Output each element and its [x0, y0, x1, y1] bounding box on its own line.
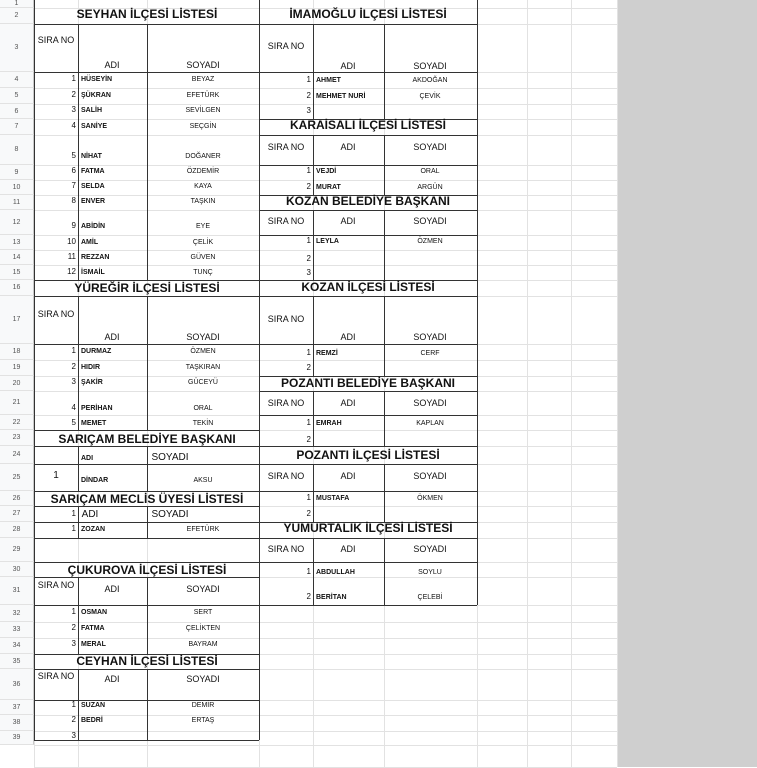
row-header[interactable]: 7: [0, 119, 34, 135]
row-no[interactable]: 5: [71, 418, 76, 427]
row-adi[interactable]: NİHAT: [81, 153, 102, 160]
row-no[interactable]: 2: [306, 91, 311, 100]
row-adi[interactable]: ABDULLAH: [316, 569, 355, 576]
row-adi[interactable]: HÜSEYİN: [81, 76, 113, 83]
section-title: YÜREĞİR İLÇESİ LİSTESİ: [74, 281, 220, 295]
header-adi: ADI: [104, 674, 120, 684]
row-no[interactable]: 1: [53, 470, 59, 481]
row-soyadi[interactable]: GÜVEN: [190, 254, 216, 261]
row-soyadi[interactable]: ERTAŞ: [191, 717, 215, 724]
row-soyadi[interactable]: GÜCEYÜ: [188, 379, 218, 386]
row-soyadi[interactable]: ORAL: [193, 405, 213, 412]
row-soyadi[interactable]: TEKİN: [192, 420, 214, 427]
header-soyadi: SOYADI: [186, 584, 220, 594]
row-no[interactable]: 1: [306, 236, 311, 245]
header-adi: ADI: [104, 584, 120, 594]
header-soyadi: SOYADI: [413, 216, 447, 226]
row-header[interactable]: 17: [0, 296, 34, 344]
header-sira-no: SIRA NO: [267, 216, 305, 226]
row-no[interactable]: 4: [71, 121, 76, 130]
row-adi[interactable]: SANİYE: [81, 123, 108, 130]
row-soyadi[interactable]: ÖKMEN: [417, 495, 443, 502]
row-soyadi[interactable]: DOĞANER: [185, 153, 221, 160]
row-soyadi[interactable]: ÇEVİK: [419, 93, 441, 100]
row-adi[interactable]: DURMAZ: [81, 348, 112, 355]
row-soyadi[interactable]: AKSU: [193, 477, 213, 484]
header-adi: ADI: [340, 216, 356, 226]
header-soyadi: SOYADI: [413, 544, 447, 554]
row-adi[interactable]: SELDA: [81, 183, 105, 190]
section-title: YUMURTALIK İLÇESİ LİSTESİ: [283, 521, 453, 535]
row-adi[interactable]: ENVER: [81, 198, 106, 205]
row-header[interactable]: 32: [0, 605, 34, 622]
header-sira-no: SIRA NO: [37, 580, 75, 590]
sheet-empty-area: [617, 0, 757, 767]
header-adi: ADI: [340, 142, 356, 152]
row-no[interactable]: 1: [306, 493, 311, 502]
row-adi[interactable]: MEMET: [81, 420, 107, 427]
row-header[interactable]: 3: [0, 24, 34, 72]
row-no[interactable]: 1: [306, 348, 311, 357]
row-no[interactable]: 3: [71, 639, 76, 648]
section-title: SARIÇAM MECLİS ÜYESİ LİSTESİ: [50, 492, 244, 506]
row-header[interactable]: 37: [0, 700, 34, 715]
row-soyadi[interactable]: EFETÜRK: [186, 526, 220, 533]
row-header[interactable]: 24: [0, 446, 34, 464]
row-no[interactable]: 3: [71, 377, 76, 386]
row-adi[interactable]: MUSTAFA: [316, 495, 350, 502]
header-sira-no: SIRA NO: [267, 142, 305, 152]
row-header[interactable]: 35: [0, 654, 34, 669]
row-no[interactable]: 8: [71, 196, 76, 205]
row-no[interactable]: 1: [71, 700, 76, 709]
row-no[interactable]: 3: [306, 106, 311, 115]
row-no[interactable]: 2: [71, 623, 76, 632]
row-no[interactable]: 3: [71, 105, 76, 114]
row-no[interactable]: 9: [71, 221, 76, 230]
header-no: 1: [71, 509, 76, 518]
header-adi: ADI: [340, 471, 356, 481]
row-no[interactable]: 1: [71, 524, 76, 533]
row-no[interactable]: 2: [71, 90, 76, 99]
row-soyadi[interactable]: BAYRAM: [188, 641, 218, 648]
row-adi[interactable]: EMRAH: [316, 420, 342, 427]
row-soyadi[interactable]: BEYAZ: [191, 76, 215, 83]
row-no[interactable]: 1: [306, 75, 311, 84]
row-no[interactable]: 5: [71, 151, 76, 160]
row-no[interactable]: 1: [71, 346, 76, 355]
row-header[interactable]: 33: [0, 622, 34, 638]
section-title: POZANTI İLÇESİ LİSTESİ: [296, 448, 440, 462]
row-header[interactable]: 22: [0, 415, 34, 430]
header-soyadi: SOYADI: [413, 332, 447, 342]
header-adi: ADI: [81, 509, 99, 520]
row-soyadi[interactable]: KAYA: [194, 183, 212, 190]
row-no[interactable]: 1: [306, 166, 311, 175]
header-sira-no: SIRA NO: [267, 41, 305, 51]
row-no[interactable]: 6: [71, 166, 76, 175]
row-header[interactable]: 23: [0, 430, 34, 446]
row-soyadi[interactable]: TUNÇ: [193, 269, 213, 276]
row-adi[interactable]: REMZİ: [316, 350, 338, 357]
row-adi[interactable]: ŞAKİR: [81, 379, 103, 386]
row-header[interactable]: 5: [0, 88, 34, 104]
row-header[interactable]: 16: [0, 280, 34, 296]
section-title: CEYHAN İLÇESİ LİSTESİ: [76, 654, 218, 668]
row-header[interactable]: 21: [0, 391, 34, 415]
row-header[interactable]: 34: [0, 638, 34, 654]
row-adi[interactable]: BERİTAN: [316, 594, 347, 601]
row-header[interactable]: 14: [0, 250, 34, 265]
row-header[interactable]: 25: [0, 464, 34, 491]
row-no[interactable]: 12: [67, 267, 76, 276]
row-no[interactable]: 10: [67, 237, 76, 246]
row-soyadi[interactable]: TAŞKIN: [190, 198, 216, 205]
header-sira-no: SIRA NO: [37, 671, 75, 681]
row-adi[interactable]: MERAL: [81, 641, 106, 648]
header-adi: ADI: [104, 332, 120, 342]
row-header[interactable]: 10: [0, 180, 34, 195]
row-soyadi[interactable]: AKDOĞAN: [412, 77, 448, 84]
row-adi[interactable]: ABİDİN: [81, 223, 106, 230]
row-adi[interactable]: FATMA: [81, 625, 105, 632]
row-header[interactable]: 39: [0, 731, 34, 745]
row-adi[interactable]: BEDRİ: [81, 717, 103, 724]
row-no[interactable]: 2: [306, 182, 311, 191]
row-soyadi[interactable]: SEÇGİN: [189, 123, 217, 130]
row-no[interactable]: 2: [71, 362, 76, 371]
row-soyadi[interactable]: ÖZMEN: [190, 348, 216, 355]
row-header[interactable]: 31: [0, 577, 34, 605]
row-adi[interactable]: ŞÜKRAN: [81, 92, 111, 99]
row-no[interactable]: 1: [306, 567, 311, 576]
row-no[interactable]: 4: [71, 403, 76, 412]
header-soyadi: SOYADI: [413, 398, 447, 408]
row-header[interactable]: 19: [0, 360, 34, 376]
row-header[interactable]: 28: [0, 522, 34, 538]
row-soyadi[interactable]: ORAL: [420, 168, 440, 175]
header-sira-no: SIRA NO: [267, 544, 305, 554]
header-soyadi: SOYADI: [413, 61, 447, 71]
row-adi[interactable]: HIDIR: [81, 364, 101, 371]
header-soyadi: SOYADI: [413, 471, 447, 481]
header-soyadi: SOYADI: [151, 509, 189, 520]
header-adi: ADI: [340, 398, 356, 408]
row-no[interactable]: 7: [71, 181, 76, 190]
row-no[interactable]: 3: [306, 268, 311, 277]
row-soyadi[interactable]: KAPLAN: [416, 420, 444, 427]
row-no[interactable]: 2: [306, 363, 311, 372]
row-adi[interactable]: LEYLA: [316, 238, 339, 245]
row-header[interactable]: 30: [0, 562, 34, 577]
header-sira-no: SIRA NO: [37, 35, 75, 45]
row-header[interactable]: 36: [0, 669, 34, 700]
row-soyadi[interactable]: SERT: [193, 609, 213, 616]
row-header[interactable]: 1: [0, 0, 34, 8]
header-adi: ADI: [104, 60, 120, 70]
row-header[interactable]: 8: [0, 135, 34, 165]
section-title: SEYHAN İLÇESİ LİSTESİ: [76, 7, 218, 21]
row-adi[interactable]: MEHMET NURİ: [316, 93, 366, 100]
row-adi[interactable]: MURAT: [316, 184, 341, 191]
section-title: POZANTI BELEDİYE BAŞKANI: [280, 376, 456, 390]
header-sira-no: SIRA NO: [267, 471, 305, 481]
row-adi[interactable]: SUZAN: [81, 702, 106, 709]
row-header[interactable]: 20: [0, 376, 34, 391]
header-soyadi: SOYADI: [413, 142, 447, 152]
row-soyadi[interactable]: ÖZMEN: [417, 238, 443, 245]
header-adi: ADI: [81, 455, 94, 462]
row-no[interactable]: 11: [67, 252, 76, 261]
row-soyadi[interactable]: ARGÜN: [417, 184, 443, 191]
row-header[interactable]: 4: [0, 72, 34, 88]
row-soyadi[interactable]: SEVİLGEN: [185, 107, 221, 114]
row-no[interactable]: 2: [306, 509, 311, 518]
row-no[interactable]: 2: [71, 715, 76, 724]
row-soyadi[interactable]: CERF: [420, 350, 440, 357]
row-header[interactable]: 12: [0, 210, 34, 235]
row-adi[interactable]: REZZAN: [81, 254, 110, 261]
section-title: SARIÇAM BELEDİYE BAŞKANI: [58, 432, 236, 446]
row-soyadi[interactable]: ÇELİK: [192, 239, 214, 246]
row-soyadi[interactable]: EFETÜRK: [186, 92, 220, 99]
section-title: KOZAN İLÇESİ LİSTESİ: [301, 280, 435, 294]
row-soyadi[interactable]: ÇELEBİ: [417, 594, 443, 601]
row-header[interactable]: 2: [0, 8, 34, 24]
row-no[interactable]: 3: [71, 731, 76, 740]
row-adi[interactable]: OSMAN: [81, 609, 108, 616]
row-no[interactable]: 1: [306, 418, 311, 427]
row-header[interactable]: 18: [0, 344, 34, 360]
row-soyadi[interactable]: DEMİR: [191, 702, 215, 709]
section-title: ÇUKUROVA İLÇESİ LİSTESİ: [67, 563, 227, 577]
section-title: KARAİSALI İLÇESİ LİSTESİ: [289, 118, 447, 132]
row-soyadi[interactable]: ÖZDEMİR: [186, 168, 220, 175]
row-header[interactable]: 29: [0, 538, 34, 562]
row-adi[interactable]: SALİH: [81, 107, 102, 114]
row-soyadi[interactable]: SOYLU: [418, 569, 442, 576]
header-soyadi: SOYADI: [186, 674, 220, 684]
header-adi: ADI: [340, 332, 356, 342]
header-adi: ADI: [340, 544, 356, 554]
row-header[interactable]: 11: [0, 195, 34, 210]
row-soyadi[interactable]: TAŞKIRAN: [185, 364, 221, 371]
row-adi[interactable]: FATMA: [81, 168, 105, 175]
section-title: KOZAN BELEDİYE BAŞKANI: [285, 194, 451, 208]
row-no[interactable]: 2: [306, 435, 311, 444]
row-adi[interactable]: AMİL: [81, 239, 99, 246]
row-no[interactable]: 2: [306, 254, 311, 263]
header-sira-no: SIRA NO: [267, 314, 305, 324]
row-header[interactable]: 26: [0, 491, 34, 506]
row-header[interactable]: 9: [0, 165, 34, 180]
row-no[interactable]: 1: [71, 607, 76, 616]
header-soyadi: SOYADI: [186, 60, 220, 70]
row-header[interactable]: 6: [0, 104, 34, 119]
row-header[interactable]: 15: [0, 265, 34, 280]
row-adi[interactable]: ZOZAN: [81, 526, 106, 533]
row-header[interactable]: 13: [0, 235, 34, 250]
header-soyadi: SOYADI: [151, 452, 189, 463]
row-adi[interactable]: AHMET: [316, 77, 341, 84]
header-soyadi: SOYADI: [186, 332, 220, 342]
row-adi[interactable]: DİNDAR: [81, 477, 109, 484]
header-adi: ADI: [340, 61, 356, 71]
row-soyadi[interactable]: ÇELİKTEN: [185, 625, 221, 632]
row-adi[interactable]: VEJDİ: [316, 168, 337, 175]
row-header[interactable]: 38: [0, 715, 34, 731]
header-sira-no: SIRA NO: [267, 398, 305, 408]
row-adi[interactable]: PERİHAN: [81, 405, 113, 412]
row-header[interactable]: 27: [0, 506, 34, 522]
row-soyadi[interactable]: EYE: [195, 223, 211, 230]
row-adi[interactable]: İSMAİL: [81, 269, 105, 276]
section-title: İMAMOĞLU İLÇESİ LİSTESİ: [289, 7, 447, 21]
row-no[interactable]: 1: [71, 74, 76, 83]
row-no[interactable]: 2: [306, 592, 311, 601]
header-sira-no: SIRA NO: [37, 309, 75, 319]
